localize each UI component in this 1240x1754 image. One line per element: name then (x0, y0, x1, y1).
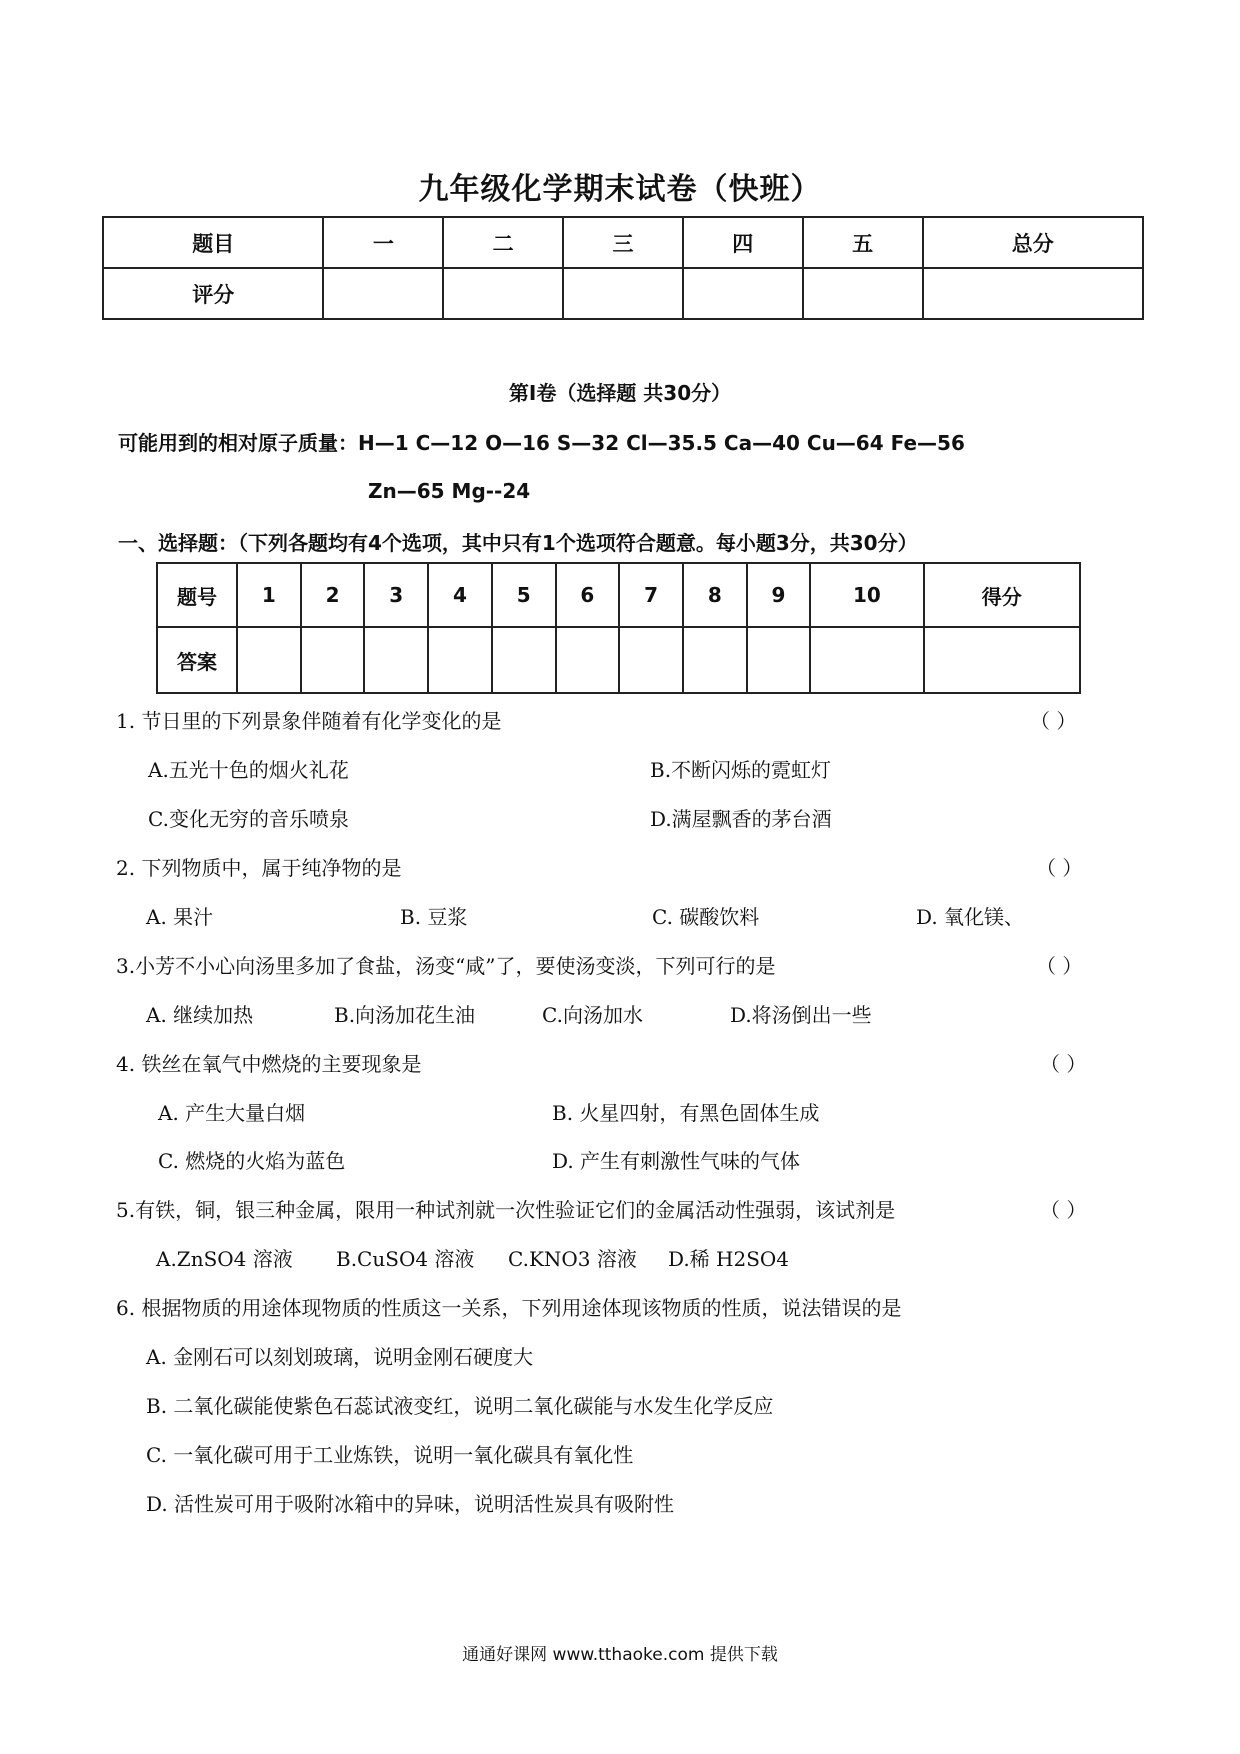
score-input-cell[interactable] (683, 268, 803, 319)
table-header-cell: 3 (364, 563, 428, 627)
table-header-cell: 四 (683, 217, 803, 268)
question-6-option-d: D. 活性炭可用于吸附冰箱中的异味，说明活性炭具有吸附性 (146, 1492, 675, 1516)
table-row (103, 268, 1143, 319)
question-3-option-d: D.将汤倒出一些 (730, 1003, 872, 1027)
question-3-option-c: C.向汤加水 (542, 1003, 643, 1027)
table-header-cell: 2 (301, 563, 365, 627)
question-4-option-b: B. 火星四射，有黑色固体生成 (552, 1101, 820, 1125)
row-label-cell: 答案 (157, 627, 237, 693)
question-6-option-c: C. 一氧化碳可用于工业炼铁，说明一氧化碳具有氧化性 (146, 1443, 634, 1467)
table-header-cell: 三 (563, 217, 683, 268)
answer-input-cell[interactable] (619, 627, 683, 693)
answer-parenthesis: （ ） (1040, 1052, 1087, 1076)
table-header-cell: 五 (803, 217, 923, 268)
answer-input-cell[interactable] (924, 627, 1080, 693)
table-row (103, 217, 1143, 268)
question-1-option-c: C.变化无穷的音乐喷泉 (148, 807, 349, 831)
question-5-option-d: D.稀 H2SO4 (668, 1247, 790, 1271)
answer-input-cell[interactable] (492, 627, 556, 693)
score-input-cell[interactable] (443, 268, 563, 319)
answer-input-cell[interactable] (556, 627, 620, 693)
question-1-option-b: B.不断闪烁的霓虹灯 (650, 758, 832, 782)
table-header-cell: 1 (237, 563, 301, 627)
question-1-option-a: A.五光十色的烟火礼花 (148, 758, 349, 782)
table-header-cell: 总分 (923, 217, 1143, 268)
section-heading: 第Ⅰ卷（选择题 共30分） (508, 381, 732, 405)
part-one-heading: 一、选择题：（下列各题均有4个选项，其中只有1个选项符合题意。每小题3分，共30分） (118, 531, 918, 555)
question-4-option-d: D. 产生有刺激性气味的气体 (552, 1149, 801, 1173)
answer-input-cell[interactable] (810, 627, 923, 693)
atomic-masses-line: 可能用到的相对原子质量：H—1 C—12 O—16 S—32 Cl—35.5 Ca—40 Cu—64 Fe—56 (118, 431, 965, 455)
table-header-cell: 得分 (924, 563, 1080, 627)
score-summary-table (102, 216, 1144, 320)
table-header-cell: 5 (492, 563, 556, 627)
question-4-option-a: A. 产生大量白烟 (158, 1101, 306, 1125)
question-4-stem: 4. 铁丝在氧气中燃烧的主要现象是 (116, 1052, 422, 1076)
question-2-stem: 2. 下列物质中，属于纯净物的是 (116, 856, 402, 880)
question-6-option-b: B. 二氧化碳能使紫色石蕊试液变红，说明二氧化碳能与水发生化学反应 (146, 1394, 774, 1418)
table-header-cell: 7 (619, 563, 683, 627)
page-title: 九年级化学期末试卷（快班） (418, 172, 822, 207)
score-input-cell[interactable] (923, 268, 1143, 319)
row-label-cell: 评分 (103, 268, 323, 319)
answer-input-cell[interactable] (237, 627, 301, 693)
score-input-cell[interactable] (803, 268, 923, 319)
table-header-cell: 10 (810, 563, 923, 627)
answer-parenthesis: （ ） (1030, 709, 1077, 733)
table-header-cell: 二 (443, 217, 563, 268)
atomic-masses-line-2: Zn—65 Mg--24 (368, 479, 531, 503)
answer-table (156, 562, 1081, 694)
table-header-cell: 题目 (103, 217, 323, 268)
answer-input-cell[interactable] (683, 627, 747, 693)
question-2-option-a: A. 果汁 (146, 905, 214, 929)
table-header-cell: 4 (428, 563, 492, 627)
answer-input-cell[interactable] (428, 627, 492, 693)
question-2-option-d: D. 氧化镁、 (916, 905, 1025, 929)
question-5-option-a: A.ZnSO4 溶液 (156, 1247, 293, 1271)
table-header-cell: 6 (556, 563, 620, 627)
question-1-stem: 1. 节日里的下列景象伴随着有化学变化的是 (116, 709, 502, 733)
question-5-option-b: B.CuSO4 溶液 (336, 1247, 475, 1271)
footer-credit: 通通好课网 www.tthaoke.com 提供下载 (462, 1645, 778, 1665)
table-header-cell: 8 (683, 563, 747, 627)
table-header-cell: 题号 (157, 563, 237, 627)
question-3-option-b: B.向汤加花生油 (334, 1003, 476, 1027)
question-6-option-a: A. 金刚石可以刻划玻璃，说明金刚石硬度大 (146, 1345, 534, 1369)
question-2-option-c: C. 碳酸饮料 (652, 905, 760, 929)
answer-parenthesis: （ ） (1040, 1198, 1087, 1222)
question-5-option-c: C.KNO3 溶液 (508, 1247, 637, 1271)
table-row (157, 627, 1080, 693)
score-input-cell[interactable] (563, 268, 683, 319)
question-3-option-a: A. 继续加热 (146, 1003, 254, 1027)
answer-parenthesis: （ ） (1036, 954, 1083, 978)
question-5-stem: 5.有铁，铜，银三种金属，限用一种试剂就一次性验证它们的金属活动性强弱，该试剂是 (116, 1198, 896, 1222)
table-header-cell: 一 (323, 217, 443, 268)
question-6-stem: 6. 根据物质的用途体现物质的性质这一关系，下列用途体现该物质的性质，说法错误的是 (116, 1296, 902, 1320)
table-row (157, 563, 1080, 627)
answer-input-cell[interactable] (301, 627, 365, 693)
answer-input-cell[interactable] (364, 627, 428, 693)
table-header-cell: 9 (747, 563, 811, 627)
score-input-cell[interactable] (323, 268, 443, 319)
question-3-stem: 3.小芳不小心向汤里多加了食盐，汤变“咸”了，要使汤变淡，下列可行的是 (116, 954, 776, 978)
answer-input-cell[interactable] (747, 627, 811, 693)
question-4-option-c: C. 燃烧的火焰为蓝色 (158, 1149, 346, 1173)
answer-parenthesis: （ ） (1036, 856, 1083, 880)
question-1-option-d: D.满屋飘香的茅台酒 (650, 807, 832, 831)
question-2-option-b: B. 豆浆 (400, 905, 468, 929)
